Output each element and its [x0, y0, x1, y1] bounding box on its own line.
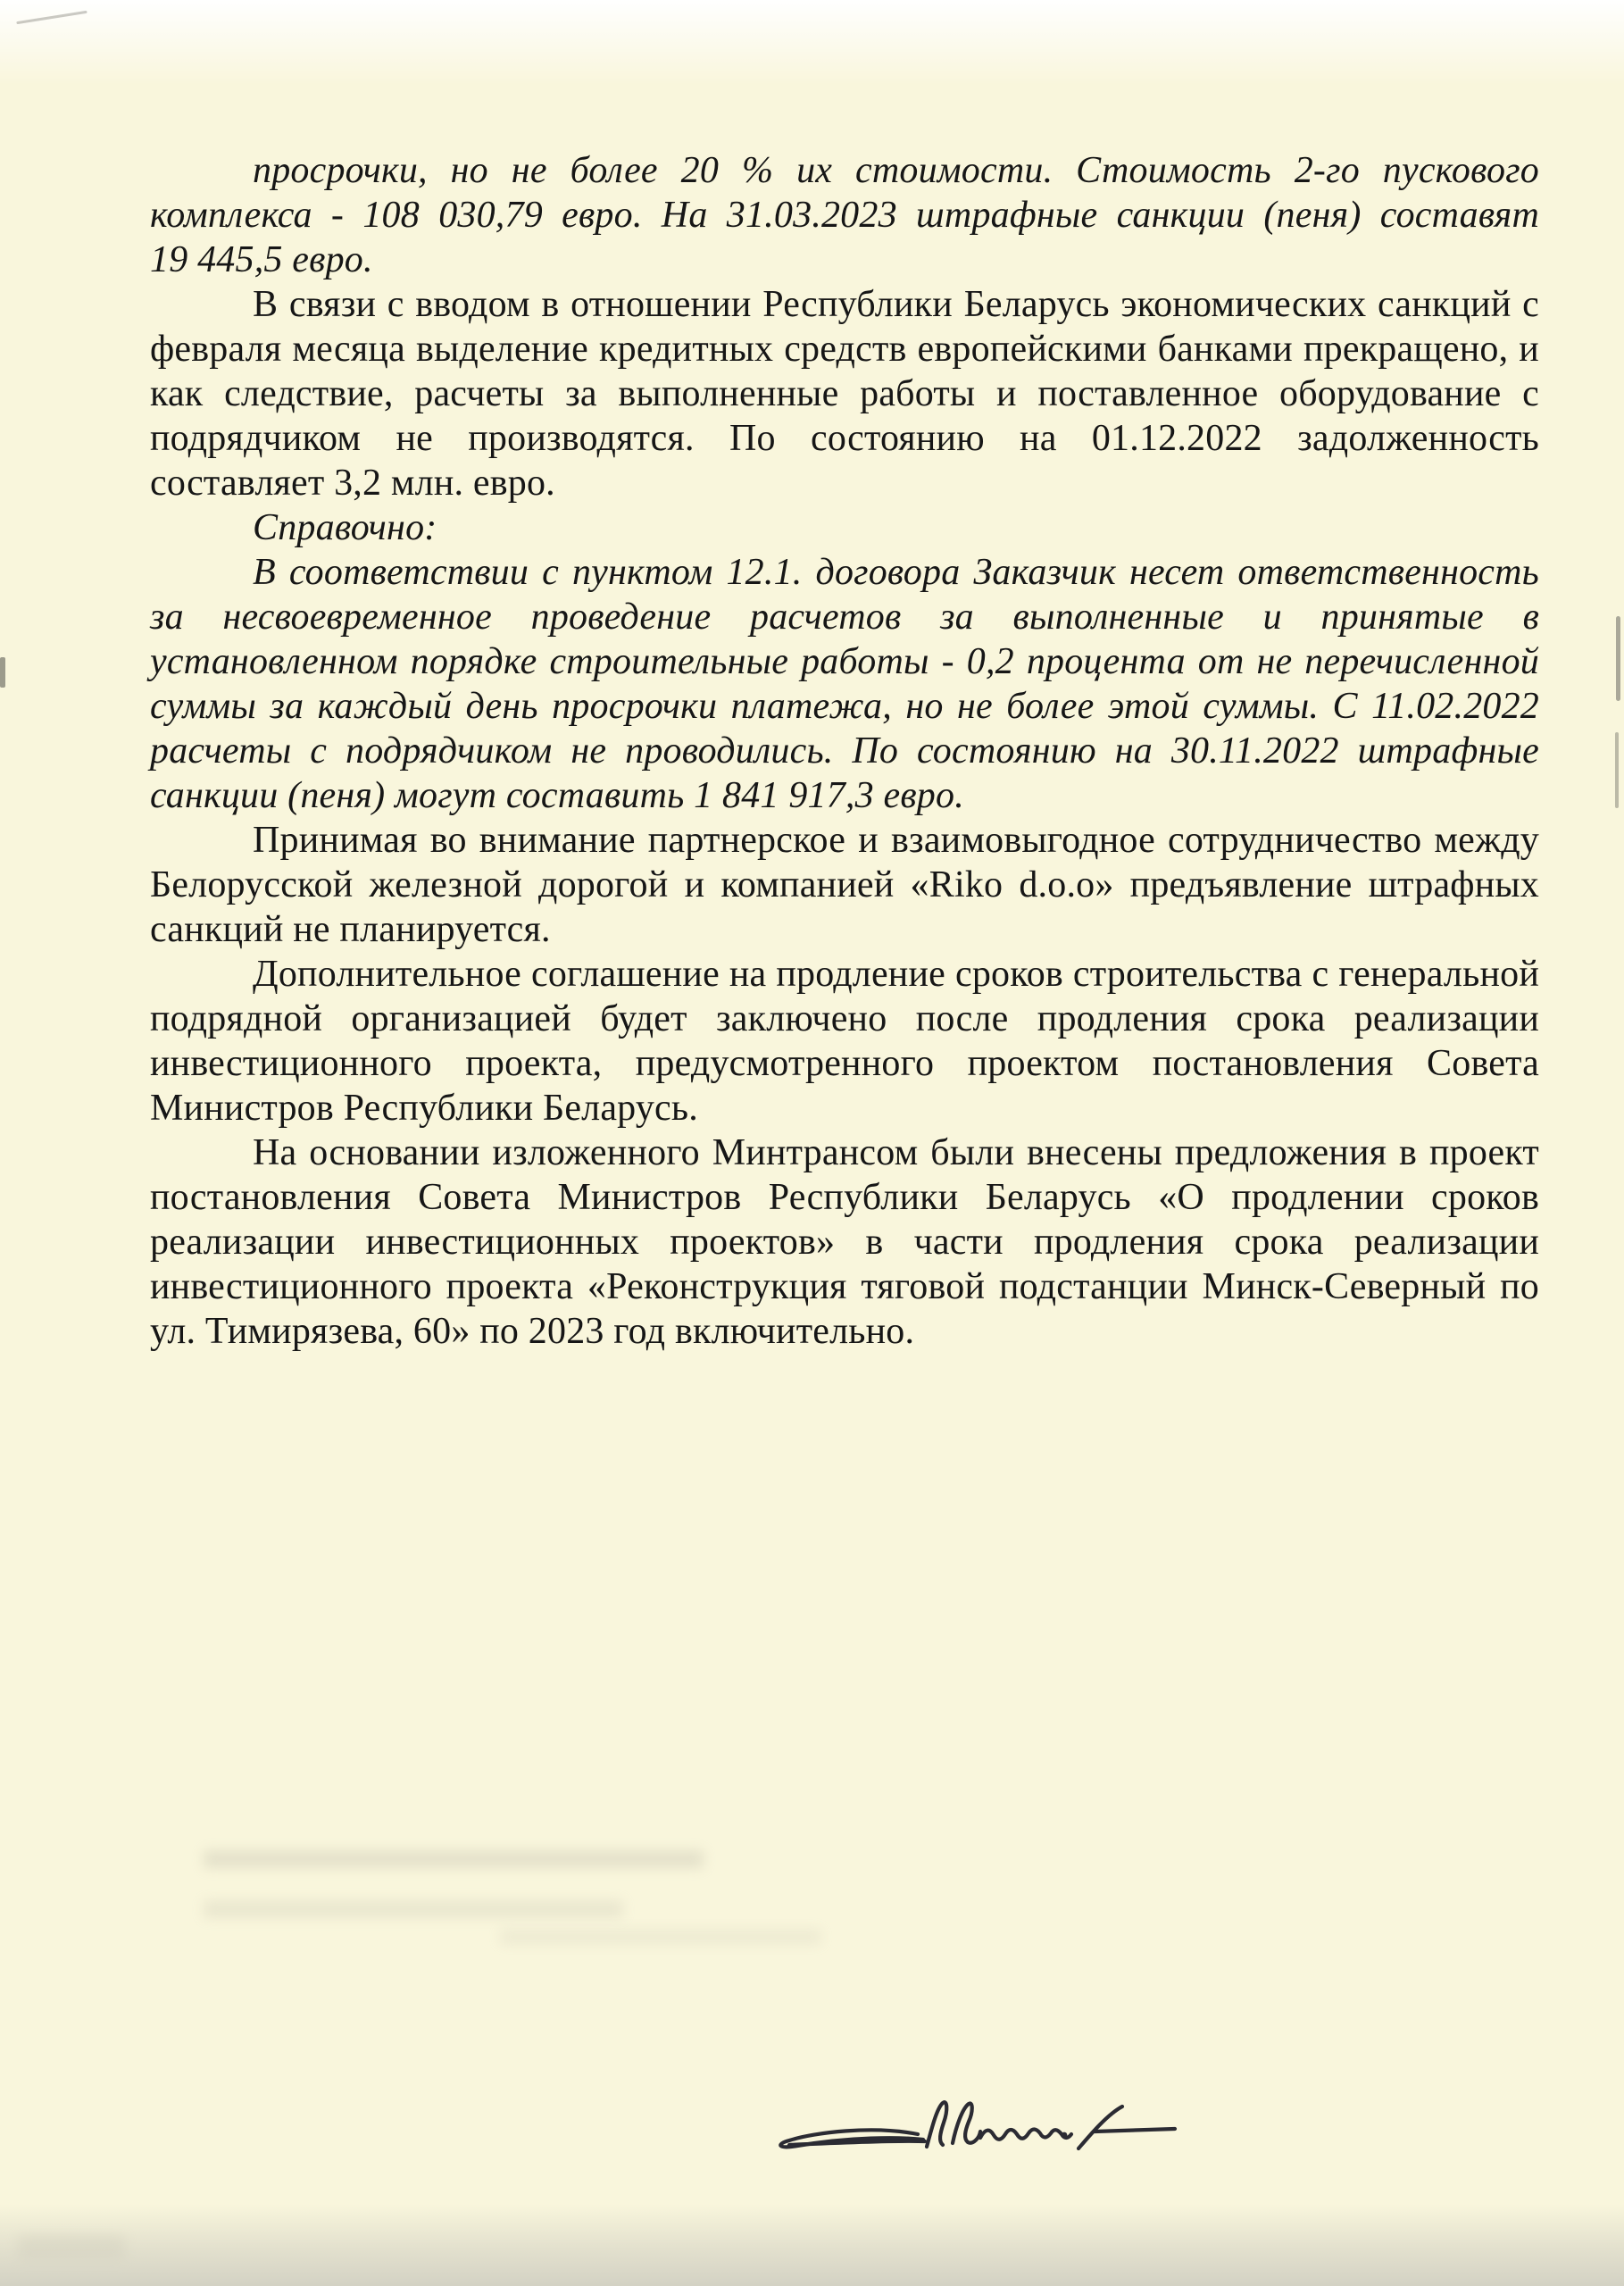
scan-light-band-top	[0, 0, 1624, 85]
faded-text-smudge	[500, 1929, 821, 1945]
faded-text-smudge	[204, 1900, 623, 1918]
scan-edge-mark	[0, 657, 5, 688]
corner-smudge	[18, 2236, 125, 2259]
signature-scribble	[732, 2098, 1339, 2232]
reference-label: Справочно:	[253, 507, 437, 548]
paragraph-riko-cooperation: Принимая во внимание партнерское и взаимовыгодное сотрудничество между Белорусской железной дорогой и компанией «Riko d.o.o» предъявление штрафных санкций не планируется.	[150, 820, 1539, 950]
scan-edge-mark	[1615, 732, 1619, 808]
faded-text-smudge	[204, 1850, 704, 1868]
paragraph-credit-suspension: В связи с вводом в отношении Республики Беларусь экономических санкций с февраля месяца выделение кредитных средств европейскими банками прекращено, и как следствие, расчеты за выполненные работы и поставленное оборудование с подрядчиком не производятся. По состоянию на 01.12.2022 задолженность составляет 3,2 млн. евро.	[150, 284, 1539, 504]
paragraph-contract-clause: В соответствии с пунктом 12.1. договора Заказчик несет ответственность за несвоевременное проведение расчетов за выполненные и принятые в установленном порядке строительные работы - 0,2 процента от не перечисленной суммы за каждый день просрочки платежа, но не более этой суммы. С 11.02.2022 расчеты с подрядчиком не проводились. По состоянию на 30.11.2022 штрафные санкции (пеня) могут составить 1 841 917,3 евро.	[150, 552, 1539, 816]
document-text-block	[150, 148, 1539, 1354]
paragraph-penalty-continuation: просрочки, но не более 20 % их стоимости. Стоимость 2-го пускового комплекса - 108 030,79 евро. На 31.03.2023 штрафные санкции (пеня) составят 19 445,5 евро.	[150, 150, 1539, 280]
scan-corner-mark	[16, 11, 87, 24]
paragraph-supplementary-agreement: Дополнительное соглашение на продление сроков строительства с генеральной подрядной организацией будет заключено после продления срока реализации инвестиционного проекта, предусмотренного проектом постановления Совета Министров Республики Беларусь.	[150, 954, 1539, 1129]
scan-edge-mark	[1616, 616, 1620, 701]
paragraph-mintrans-proposal: На основании изложенного Минтрансом были внесены предложения в проект постановления Совета Министров Республики Беларусь «О продлении сроков реализации инвестиционных проектов» в части продления срока реализации инвестиционного проекта «Реконструкция тяговой подстанции Минск-Северный по ул. Тимирязева, 60» по 2023 год включительно.	[150, 1132, 1539, 1352]
